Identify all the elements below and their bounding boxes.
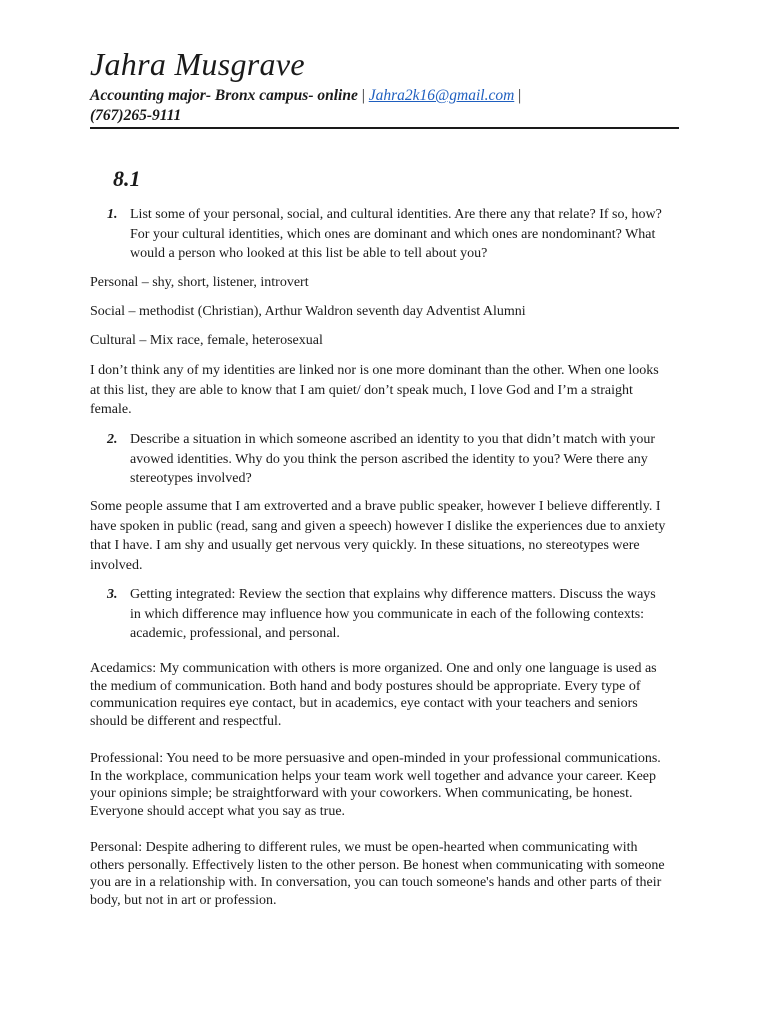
question-number: 2. xyxy=(107,432,118,447)
separator: | xyxy=(514,87,522,104)
separator: | xyxy=(357,87,369,104)
question-text: List some of your personal, social, and cultural identities. Are there any that relate? If so, how? For your cultural identities, which ones are dominant and which ones are nondominant? What would a person who looked at this list be able to tell about you? xyxy=(130,207,662,261)
contact-line xyxy=(90,86,680,126)
question-text: Describe a situation in which someone ascribed an identity to you that didn’t match with your avowed identities. Why do you think the person ascribed the identity to you? Were there any stereotypes involved? xyxy=(130,432,656,486)
question-3 xyxy=(107,585,667,644)
section-title: 8.1 xyxy=(113,166,141,191)
question-number: 3. xyxy=(107,587,118,602)
answer-q1-summary: I don’t think any of my identities are linked nor is one more dominant than the other. When one looks at this list, they are able to know that I am quiet/ don’t speak much, I love God and I’m a straight female. xyxy=(90,363,659,417)
question-1 xyxy=(107,205,667,264)
header-divider xyxy=(90,127,679,129)
question-2 xyxy=(107,430,667,489)
question-number: 1. xyxy=(107,207,118,222)
answer-q2: Some people assume that I am extroverted and a brave public speaker, however I believe differently. I have spoken in public (read, sang and given a speech) however I dislike the experiences due to anxiety that I have. I am shy and usually get nervous very quickly. In these situations, no stereotypes were involved. xyxy=(90,499,666,573)
email-link[interactable]: Jahra2k16@gmail.com xyxy=(368,87,515,104)
answer-academics: Acedamics: My communication with others is more organized. One and only one language is used as the medium of communication. Both hand and body postures should be appropriate. Every type of communication requires eye contact, but in academics, eye contact with your teachers and seniors should be different and respectful. xyxy=(90,661,657,729)
answer-social: Social – methodist (Christian), Arthur Waldron seventh day Adventist Alumni xyxy=(90,304,526,319)
answer-personal: Personal – shy, short, listener, introvert xyxy=(90,275,309,290)
program-subtitle: Accounting major- Bronx campus- online xyxy=(90,87,358,104)
question-text: Getting integrated: Review the section that explains why difference matters. Discuss the ways in which difference may influence how you communicate in each of the following contexts: academic, professional, and personal. xyxy=(130,587,656,641)
answer-personal-context: Personal: Despite adhering to different rules, we must be open-hearted when communicating with others personally. Effectively listen to the other person. Be honest when communicating with someone you are in a relationship with. In conversation, you can touch someone's hands and other parts of their body, but not in art or profession. xyxy=(90,840,665,908)
answer-cultural: Cultural – Mix race, female, heterosexual xyxy=(90,333,323,348)
author-name: Jahra Musgrave xyxy=(90,46,305,82)
answer-professional: Professional: You need to be more persuasive and open-minded in your professional communications. In the workplace, communication helps your team work well together and advance your career. Keep your opinions simple; be straightforward with your coworkers. When communicating, be honest. Everyone should accept what you say as true. xyxy=(90,751,661,819)
phone-number: (767)265-9111 xyxy=(90,107,182,124)
